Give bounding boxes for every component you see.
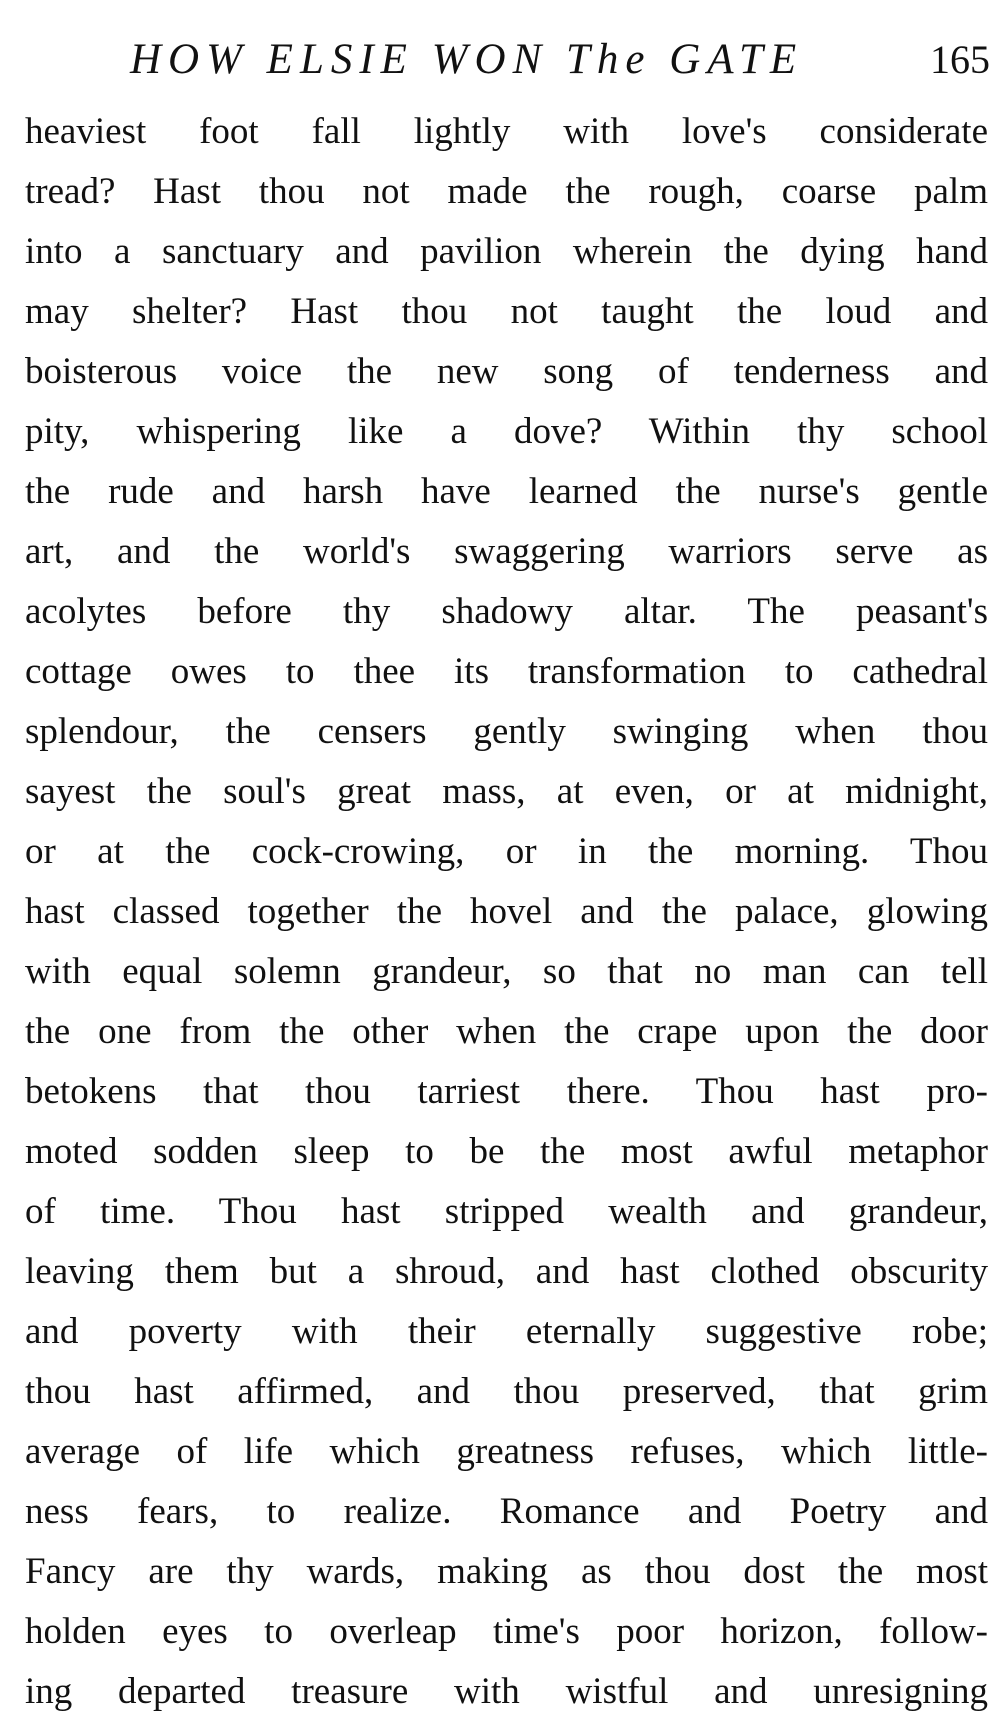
page-number: 165 bbox=[930, 37, 990, 82]
text-line: leaving them but a shroud, and hast clothed obscurity bbox=[25, 1251, 988, 1292]
text-line: hast classed together the hovel and the palace, glowing bbox=[25, 891, 988, 932]
text-line: with equal solemn grandeur, so that no man can tell bbox=[25, 951, 988, 992]
text-line: betokens that thou tarriest there. Thou hast pro- bbox=[25, 1071, 988, 1112]
text-line: ing departed treasure with wistful and unresigning bbox=[25, 1671, 988, 1712]
text-line: average of life which greatness refuses, which little- bbox=[25, 1431, 988, 1472]
text-line: into a sanctuary and pavilion wherein the dying hand bbox=[25, 231, 988, 272]
text-line: or at the cock-crowing, or in the morning. Thou bbox=[25, 831, 988, 872]
running-title: HOW ELSIE WON The GATE bbox=[130, 36, 804, 83]
text-line: thou hast affirmed, and thou preserved, that grim bbox=[25, 1371, 988, 1412]
text-line: acolytes before thy shadowy altar. The peasant's bbox=[25, 591, 988, 632]
text-line: the one from the other when the crape upon the door bbox=[25, 1011, 988, 1052]
text-line: and poverty with their eternally suggestive robe; bbox=[25, 1311, 988, 1352]
text-line: splendour, the censers gently swinging when thou bbox=[25, 711, 988, 752]
text-line: heaviest foot fall lightly with love's considerate bbox=[25, 111, 988, 152]
text-line: cottage owes to thee its transformation to cathedral bbox=[25, 651, 988, 692]
text-line: art, and the world's swaggering warriors serve as bbox=[25, 531, 988, 572]
body-text bbox=[25, 102, 988, 1722]
text-line: moted sodden sleep to be the most awful metaphor bbox=[25, 1131, 988, 1172]
text-line: ness fears, to realize. Romance and Poetry and bbox=[25, 1491, 988, 1532]
text-line: boisterous voice the new song of tenderness and bbox=[25, 351, 988, 392]
text-line: sayest the soul's great mass, at even, or at midnight, bbox=[25, 771, 988, 812]
text-line: may shelter? Hast thou not taught the loud and bbox=[25, 291, 988, 332]
text-line: of time. Thou hast stripped wealth and grandeur, bbox=[25, 1191, 988, 1232]
running-head bbox=[120, 30, 990, 90]
text-line: pity, whispering like a dove? Within thy school bbox=[25, 411, 988, 452]
text-line: tread? Hast thou not made the rough, coarse palm bbox=[25, 171, 988, 212]
text-line: holden eyes to overleap time's poor horizon, follow- bbox=[25, 1611, 988, 1652]
text-line: the rude and harsh have learned the nurse's gentle bbox=[25, 471, 988, 512]
text-line: Fancy are thy wards, making as thou dost the most bbox=[25, 1551, 988, 1592]
